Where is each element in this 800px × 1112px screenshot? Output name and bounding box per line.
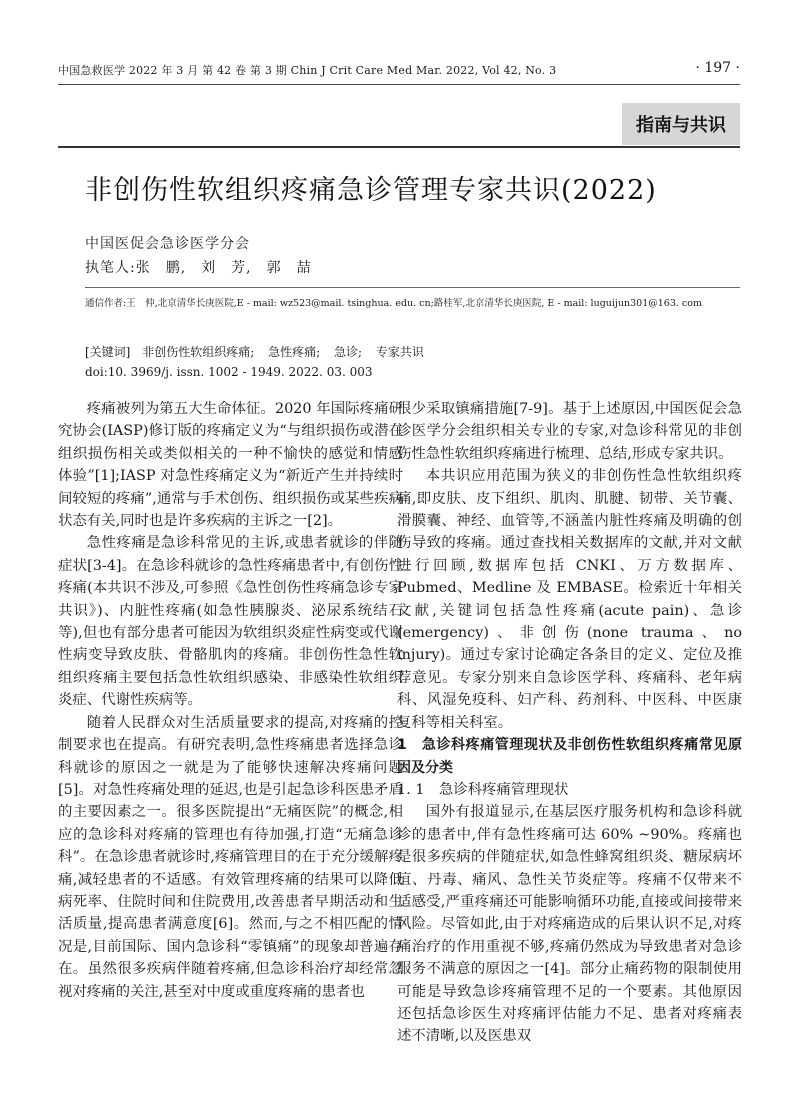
- section-heading: 1 急诊科疼痛管理现状及非创伤性软组织疼痛常见原因及分类: [397, 737, 742, 776]
- keywords-label: [关键词]: [85, 345, 131, 359]
- keyword: 急性疼痛;: [268, 345, 321, 359]
- authors: 执笔人:张 鹏, 刘 芳, 郭 喆: [85, 260, 312, 276]
- organization: 中国医促会急诊医学分会: [85, 236, 250, 252]
- section-rule: [58, 146, 740, 148]
- doi: doi:10. 3969/j. issn. 1002 - 1949. 2022. 03. 003: [85, 365, 373, 379]
- correspondence: 通信作者:王 仲,北京清华长庚医院,E - mail: wz523@mail. tsinghua. edu. cn;路桂军,北京清华长庚医院, E - mail: luguijun301@163. com: [85, 298, 702, 309]
- keywords-line: [85, 342, 434, 362]
- author-block: [85, 232, 312, 280]
- keywords-block: [85, 342, 434, 382]
- keyword: 急诊;: [333, 345, 362, 359]
- body-paragraph: 随着人民群众对生活质量要求的提高,对疼痛的控制要求也在提高。有研究表明,急性疼痛患者选择急诊科就诊的原因之一就是为了能够快速解决疼痛问题[5]。对急性疼痛处理的延迟,也是引起急诊科医患矛盾的主要因素之一。很多医院提出“无痛医院”的概念,相应的急诊科对疼痛的管理也有待加强,打造“无痛急诊科”。在急诊患者就诊时,疼痛管理目的在于充分缓解疼痛,减轻患者的不适感。有效管理疼痛的结果可以降低病死率、住院时间和住院费用,改善患者早期活动和生活质量,提高患者满意度[6]。然而,与之不相匹配的情况是,目前国际、国内急诊科“零镇痛”的现象却普遍存在。虽然很多疾病伴随着疼痛,但急诊科治疗却经常忽视对疼痛的关注,甚至对中度或重度疼痛的患者也: [58, 714, 403, 1000]
- left-column: [58, 398, 403, 1003]
- subsection-heading: 1. 1 急诊科疼痛管理现状: [397, 781, 569, 798]
- keyword: 专家共识: [375, 345, 424, 359]
- body-paragraph: 国外有报道显示,在基层医疗服务机构和急诊科就诊的患者中,伴有急性疼痛可达 60% ~90%。疼痛也是很多疾病的伴随症状,如急性蜂窝组织炎、糖尿病坏疽、丹毒、痛风、急性关节炎症等。疼痛不仅带来不适感受,严重疼痛还可能影响循环功能,直接或间接带来风险。尽管如此,由于对疼痛造成的后果认识不足,对疼痛治疗的作用重视不够,疼痛仍然成为导致患者对急诊服务不满意的原因之一[4]。部分止痛药物的限制使用可能是导致急诊疼痛管理不足的一个要素。其他原因还包括急诊医生对疼痛评估能力不足、患者对疼痛表述不清晰,以及医患双: [397, 804, 742, 1045]
- right-column: [397, 398, 742, 1048]
- body-paragraph: 很少采取镇痛措施[7-9]。基于上述原因,中国医促会急诊医学分会组织相关专业的专家,对急诊科常见的非创伤性急性软组织疼痛进行梳理、总结,形成专家共识。: [397, 401, 742, 462]
- keyword: 非创伤性软组织疼痛;: [142, 345, 255, 359]
- correspondence-rule: [85, 287, 740, 288]
- body-paragraph: 本共识应用范围为狭义的非创伤性急性软组织疼痛,即皮肤、皮下组织、肌肉、肌腱、韧带、关节囊、滑膜囊、神经、血管等,不涵盖内脏性疼痛及明确的创伤导致的疼痛。通过查找相关数据库的文献,并对文献进行回顾,数据库包括 CNKI、万方数据库、Pubmed、Medline 及 EMBASE。检索近十年相关文献,关键词包括急性疼痛(acute pain)、急诊(emergency)、非创伤(none trauma、no injury)。通过专家讨论确定各条目的定义、定位及推荐意见。专家分别来自急诊医学科、疼痛科、老年病科、风湿免疫科、妇产科、药剂科、中医科、中医康复科等相关科室。: [397, 468, 742, 731]
- article-title: 非创伤性软组织疼痛急诊管理专家共识(2022): [85, 175, 657, 206]
- running-head: 中国急救医学 2022 年 3 月 第 42 卷 第 3 期 Chin J Crit Care Med Mar. 2022, Vol 42, No. 3: [58, 64, 557, 77]
- body-paragraph: 疼痛被列为第五大生命体征。2020 年国际疼痛研究协会(IASP)修订版的疼痛定义为“与组织损伤或潜在组织损伤相关或类似相关的一种不愉快的感觉和情感体验”[1];IASP 对急性疼痛定义为“新近产生并持续时间较短的疼痛”,通常与手术创伤、组织损伤或某些疾病状态有关,同时也是许多疾病的主诉之一[2]。: [58, 401, 403, 530]
- page-number: · 197 ·: [695, 60, 740, 76]
- body-paragraph: 急性疼痛是急诊科常见的主诉,或患者就诊的伴随症状[3-4]。在急诊科就诊的急性疼痛患者中,有创伤性疼痛(本共识不涉及,可参照《急性创伤性疼痛急诊专家共识》)、内脏性疼痛(如急性胰腺炎、泌尿系统结石等),但也有部分患者可能因为软组织炎症性病变或代谢性病变导致皮肤、骨骼肌肉的疼痛。非创伤性急性软组织疼痛主要包括急性软组织感染、非感染性软组织炎症、代谢性疾病等。: [58, 535, 403, 709]
- section-badge: 指南与共识: [622, 103, 740, 145]
- header-rule: [58, 84, 740, 85]
